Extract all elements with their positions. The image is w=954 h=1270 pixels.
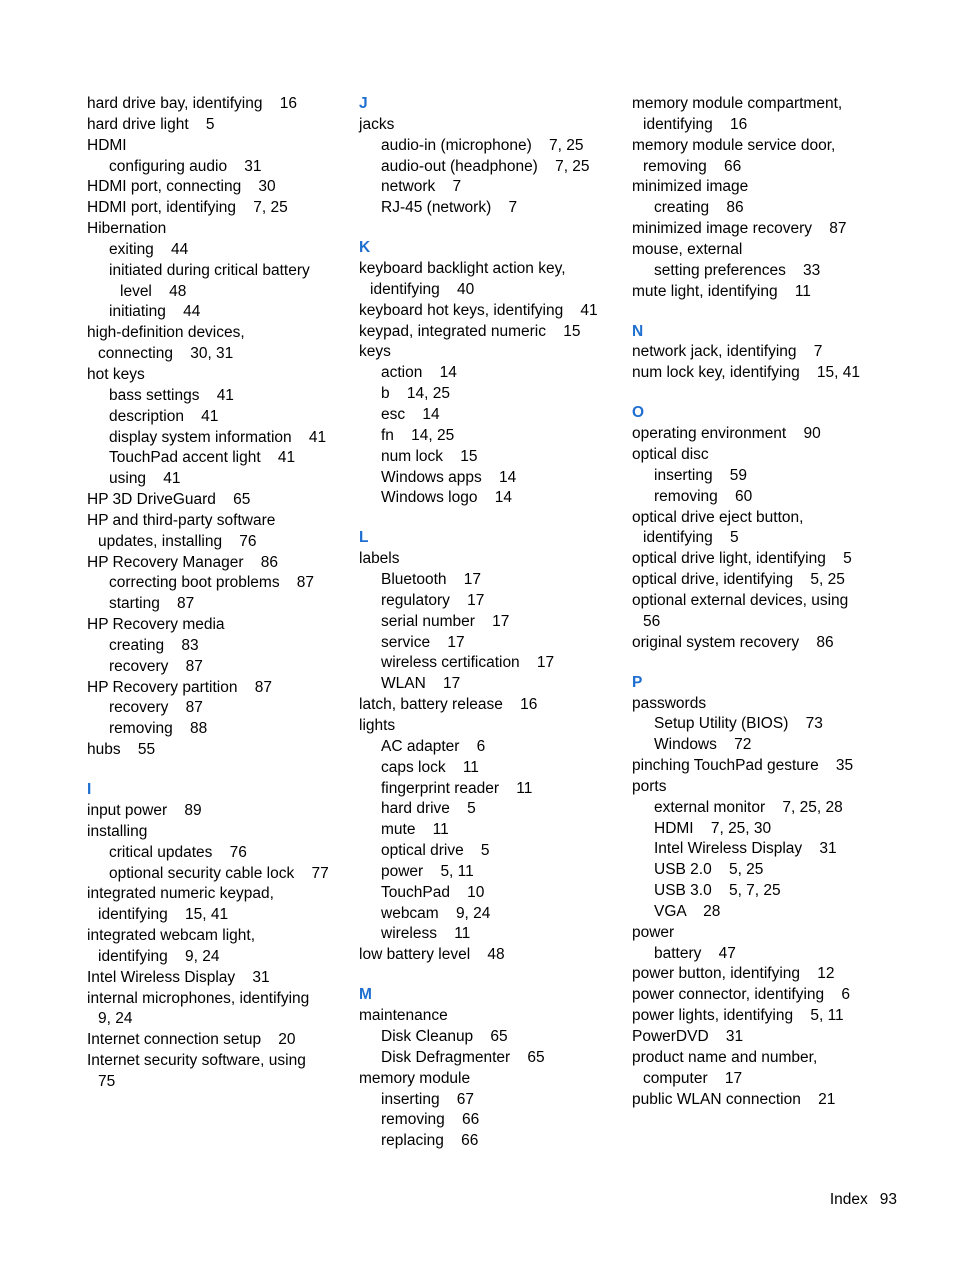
index-column-1 — [87, 94, 349, 1093]
index-subentry: WLAN 17 — [381, 675, 461, 693]
index-entry: keyboard backlight action key, — [359, 260, 566, 278]
index-letter-heading: M — [359, 986, 372, 1004]
index-subentry: RJ-45 (network) 7 — [381, 199, 518, 217]
index-entry: integrated webcam light, — [87, 927, 256, 945]
index-entry: HP Recovery media — [87, 616, 225, 634]
index-entry: mute light, identifying 11 — [632, 282, 811, 300]
index-subentry: using 41 — [109, 470, 181, 488]
index-subentry: service 17 — [381, 633, 465, 651]
index-entry: lights — [359, 717, 396, 734]
index-entry: optical drive light, identifying 5 — [632, 550, 852, 568]
index-column-3 — [632, 94, 894, 1110]
index-subentry: webcam 9, 24 — [381, 904, 491, 922]
index-entry: hard drive light 5 — [87, 115, 215, 133]
index-letter-heading: O — [632, 404, 645, 422]
index-subentry: power 5, 11 — [381, 862, 474, 880]
index-letter-heading: N — [632, 322, 644, 340]
index-letter-heading: K — [359, 239, 371, 257]
index-subentry: optional security cable lock 77 — [109, 864, 329, 882]
index-subentry: Intel Wireless Display 31 — [654, 840, 837, 858]
index-entry-continuation: identifying 40 — [370, 280, 475, 298]
index-subentry: creating 86 — [654, 199, 744, 217]
index-subentry: Disk Cleanup 65 — [381, 1028, 508, 1045]
letter-group-gap — [359, 509, 621, 528]
letter-group-gap — [632, 384, 894, 403]
index-entry: hot keys — [87, 365, 145, 383]
index-subentry: replacing 66 — [381, 1132, 479, 1150]
index-subentry: AC adapter 6 — [381, 737, 486, 755]
index-entry: public WLAN connection 21 — [632, 1090, 836, 1108]
index-entry: low battery level 48 — [359, 946, 505, 964]
index-entry: PowerDVD 31 — [632, 1028, 744, 1045]
index-entry: HDMI port, connecting 30 — [87, 178, 276, 196]
index-entry: power connector, identifying 6 — [632, 986, 850, 1004]
index-entry: integrated numeric keypad, — [87, 885, 274, 903]
index-entry: memory module — [359, 1069, 471, 1087]
index-subentry: exiting 44 — [109, 240, 189, 258]
index-entry-continuation: 9, 24 — [98, 1010, 133, 1028]
index-subentry: serial number 17 — [381, 612, 510, 630]
index-subentry: correcting boot problems 87 — [109, 574, 315, 592]
index-letter-heading: P — [632, 673, 643, 691]
index-entry: power button, identifying 12 — [632, 965, 835, 983]
index-subentry: VGA 28 — [654, 902, 721, 920]
index-letter-heading: J — [359, 95, 368, 112]
index-entry: memory module service door, — [632, 136, 836, 154]
letter-group-gap — [632, 653, 894, 672]
index-subentry: HDMI 7, 25, 30 — [654, 819, 772, 837]
index-entry: internal microphones, identifying — [87, 989, 310, 1007]
index-subentry: hard drive 5 — [381, 800, 476, 818]
index-subentry: critical updates 76 — [109, 843, 247, 861]
index-subentry: mute 11 — [381, 821, 449, 839]
index-entry-continuation: identifying 5 — [643, 529, 739, 547]
index-subentry: removing 66 — [381, 1111, 480, 1129]
index-entry: operating environment 90 — [632, 425, 821, 443]
index-subentry: recovery 87 — [109, 657, 203, 675]
index-entry: passwords — [632, 694, 707, 712]
index-subentry: display system information 41 — [109, 428, 327, 446]
index-entry: Hibernation — [87, 220, 167, 238]
index-subentry: Windows apps 14 — [381, 468, 517, 486]
index-subentry: bass settings 41 — [109, 386, 234, 404]
index-entry-continuation: level 48 — [120, 282, 187, 300]
index-subentry: esc 14 — [381, 406, 440, 423]
index-column-2 — [359, 94, 621, 1152]
index-subentry: TouchPad accent light 41 — [109, 449, 296, 467]
index-entry: product name and number, — [632, 1048, 818, 1066]
index-entry: keyboard hot keys, identifying 41 — [359, 301, 598, 319]
index-subentry: external monitor 7, 25, 28 — [654, 798, 843, 816]
index-subentry: removing 88 — [109, 720, 208, 738]
index-subentry: num lock 15 — [381, 447, 478, 465]
index-entry: Internet security software, using — [87, 1052, 306, 1070]
index-entry: Internet connection setup 20 — [87, 1031, 296, 1049]
index-subentry: removing 60 — [654, 487, 753, 505]
index-subentry: fn 14, 25 — [381, 426, 455, 444]
index-entry: keypad, integrated numeric 15 — [359, 322, 581, 340]
index-subentry: USB 3.0 5, 7, 25 — [654, 882, 781, 900]
index-entry: input power 89 — [87, 802, 202, 820]
index-subentry: initiating 44 — [109, 303, 201, 321]
page-footer — [830, 1190, 897, 1210]
index-entry: minimized image recovery 87 — [632, 220, 847, 238]
index-entry: optical disc — [632, 446, 709, 464]
index-subentry: Bluetooth 17 — [381, 571, 481, 589]
index-subentry: configuring audio 31 — [109, 157, 262, 175]
index-entry: power — [632, 923, 675, 941]
index-entry: pinching TouchPad gesture 35 — [632, 757, 854, 775]
index-subentry: TouchPad 10 — [381, 883, 485, 901]
index-subentry: setting preferences 33 — [654, 261, 821, 279]
index-entry-continuation: identifying 15, 41 — [98, 906, 229, 924]
index-subentry: optical drive 5 — [381, 842, 490, 860]
index-letter-heading: L — [359, 529, 369, 547]
page-number: 93 — [879, 1191, 897, 1208]
index-entry: HP 3D DriveGuard 65 — [87, 491, 251, 509]
index-subentry: description 41 — [109, 407, 219, 425]
index-subentry: network 7 — [381, 178, 462, 196]
index-entry-continuation: computer 17 — [643, 1069, 743, 1087]
index-entry: HP Recovery Manager 86 — [87, 553, 278, 571]
index-subentry: USB 2.0 5, 25 — [654, 861, 764, 879]
index-subentry: audio-in (microphone) 7, 25 — [381, 136, 584, 154]
index-subentry: Windows logo 14 — [381, 489, 512, 507]
index-letter-heading: I — [87, 781, 92, 799]
index-entry: HDMI — [87, 136, 127, 154]
index-entry: HP Recovery partition 87 — [87, 678, 272, 696]
index-entry: high-definition devices, — [87, 324, 245, 342]
index-subentry: fingerprint reader 11 — [381, 779, 533, 797]
letter-group-gap — [359, 219, 621, 238]
index-entry: hard drive bay, identifying 16 — [87, 95, 297, 112]
index-entry: latch, battery release 16 — [359, 696, 538, 714]
index-entry-continuation: identifying 16 — [643, 115, 748, 133]
index-subentry: caps lock 11 — [381, 758, 479, 776]
index-subentry: Disk Defragmenter 65 — [381, 1048, 545, 1066]
index-entry-continuation: 75 — [98, 1073, 116, 1090]
index-entry-continuation: identifying 9, 24 — [98, 947, 220, 965]
index-entry: hubs 55 — [87, 741, 156, 759]
index-entry-continuation: connecting 30, 31 — [98, 345, 234, 363]
index-entry-continuation: removing 66 — [643, 157, 742, 175]
index-subentry: inserting 67 — [381, 1090, 475, 1108]
index-entry: Intel Wireless Display 31 — [87, 968, 270, 986]
index-subentry: battery 47 — [654, 944, 736, 962]
index-entry: memory module compartment, — [632, 95, 843, 112]
index-subentry: inserting 59 — [654, 466, 748, 484]
index-subentry: initiated during critical battery — [109, 261, 310, 279]
index-entry: mouse, external — [632, 240, 743, 258]
letter-group-gap — [632, 302, 894, 321]
index-subentry: b 14, 25 — [381, 385, 450, 403]
index-entry: minimized image — [632, 178, 749, 196]
index-entry: labels — [359, 550, 400, 568]
index-entry: optical drive eject button, — [632, 508, 804, 526]
index-entry: HDMI port, identifying 7, 25 — [87, 199, 288, 217]
index-subentry: wireless 11 — [381, 925, 471, 943]
index-subentry: recovery 87 — [109, 699, 203, 717]
index-entry: maintenance — [359, 1007, 448, 1025]
index-entry: installing — [87, 822, 148, 840]
index-entry: jacks — [359, 115, 395, 133]
footer-label: Index — [829, 1191, 868, 1208]
index-entry: optical drive, identifying 5, 25 — [632, 571, 845, 589]
index-subentry: starting 87 — [109, 595, 195, 613]
letter-group-gap — [359, 966, 621, 985]
index-subentry: audio-out (headphone) 7, 25 — [381, 157, 590, 175]
index-entry: original system recovery 86 — [632, 633, 834, 651]
index-entry: HP and third-party software — [87, 511, 276, 529]
index-entry: ports — [632, 777, 667, 795]
index-subentry: Windows 72 — [654, 736, 752, 754]
index-subentry: creating 83 — [109, 636, 199, 654]
index-entry: keys — [359, 343, 391, 361]
index-entry-continuation: 56 — [643, 612, 661, 630]
index-entry: network jack, identifying 7 — [632, 343, 823, 361]
index-subentry: Setup Utility (BIOS) 73 — [654, 715, 823, 733]
index-subentry: action 14 — [381, 364, 457, 382]
index-subentry: wireless certification 17 — [381, 654, 555, 672]
index-entry-continuation: updates, installing 76 — [98, 532, 257, 550]
index-entry: power lights, identifying 5, 11 — [632, 1007, 844, 1025]
index-subentry: regulatory 17 — [381, 591, 485, 609]
index-entry: optional external devices, using — [632, 591, 849, 609]
index-entry: num lock key, identifying 15, 41 — [632, 364, 861, 382]
letter-group-gap — [87, 761, 349, 780]
